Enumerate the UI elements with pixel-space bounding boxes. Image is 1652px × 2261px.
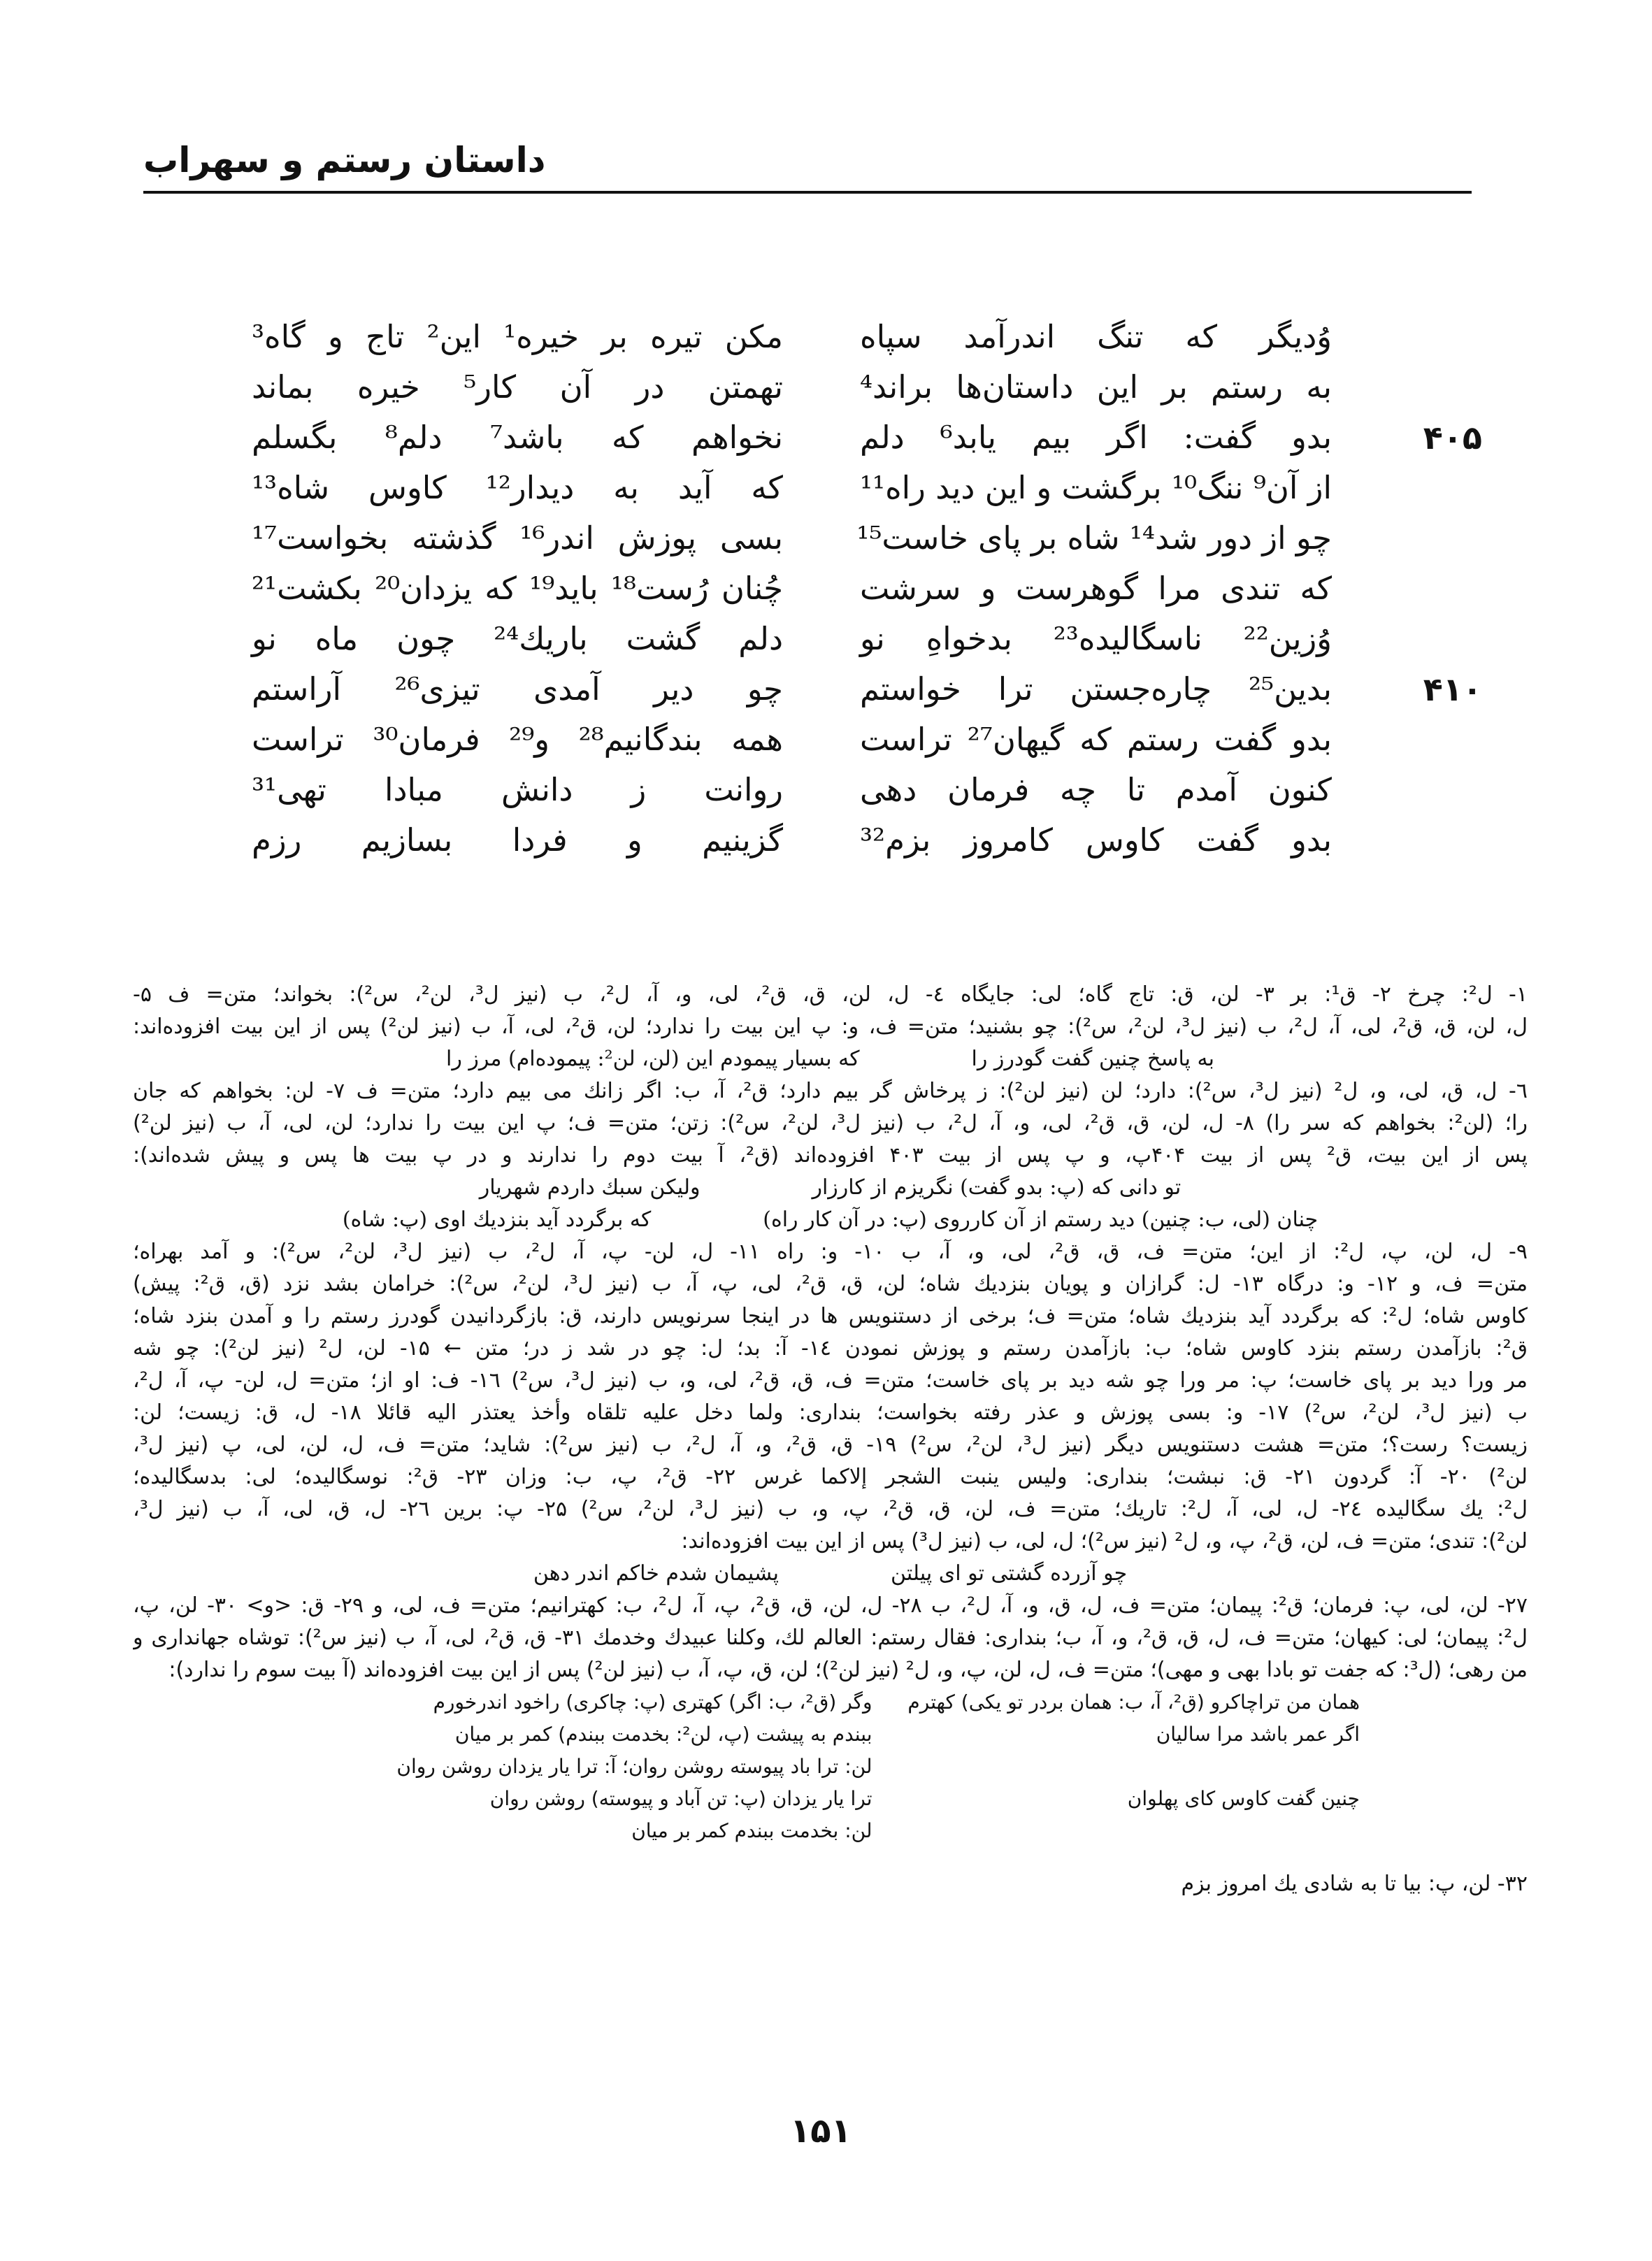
footnote-line: را؛ (لن²: بخواهم که سر را) ۸- ل، لن، ق، ق²، لی، و، آ، ل²، ب (نیز ل³، لن²، س²): زتن؛ متن= ف؛ پ این بیت را ندارد؛ لن، لی، آ، ب (نیز لن²): [133, 1111, 1528, 1135]
quoted-hemistich: به پاسخ چنین گفت گودرز را: [971, 1047, 1214, 1071]
hemistich: گزینیم و فردا بسازیم رزم: [252, 821, 783, 859]
verse-line: [252, 318, 783, 368]
verse-line: [252, 469, 783, 519]
footnote-line: لن²) ۲۰- آ: گردون ۲۱- ق: نبشت؛ بنداری: ولیس ینبت الشجر إلاکما غرس ۲۲- ق²، پ، ب: وزان ۲۳- ق²: نوسگالیده؛ لی: بدسگالیده؛: [133, 1465, 1528, 1489]
hemistich: بدو گفت رستم که گیهان²⁷ تراست: [860, 721, 1332, 758]
hemistich: بسی پوزش اندر¹⁶ گذشته بخواست¹⁷: [252, 519, 783, 557]
quoted-verse: [133, 1172, 1528, 1204]
header-rule: [143, 191, 1472, 194]
hemistich: دلم گشت باریك²⁴ چون ماه نو: [252, 620, 784, 657]
quoted-hemistich: ترا یار یزدان (پ: تن آباد و پیوسته) روشن روان: [489, 1787, 872, 1810]
verse-line: [252, 519, 783, 570]
hemistich: نخواهم که باشد⁷ دلم⁸ بگسلم: [252, 419, 783, 456]
quoted-hemistich: تو دانی که (پ: بدو گفت) نگریزم از کارزار: [812, 1175, 1181, 1200]
quoted-verse: [133, 1043, 1528, 1075]
quoted-hemistich: لن: بخدمت ببندم کمر بر میان: [631, 1819, 872, 1842]
verse-line: [252, 570, 783, 620]
verse-line: [252, 721, 783, 771]
quoted-verse: [133, 1558, 1528, 1590]
quoted-hemistich: همان من تراچاکرو (ق²، آ، ب: همان بردر تو یکی) کهترم: [907, 1691, 1360, 1714]
hemistich: تهمتن در آن کار⁵ خیره بماند: [252, 368, 784, 405]
footnote-line: ل، لن، ق، ق²، لی، آ، ل²، ب (نیز ل³، لن²، س²): چو بشنید؛ متن= ف، و: پ این بیت را ندارد؛ لن، ق²، لی، آ، ب (نیز لن²) پس از این بیت افزوده‌اند:: [133, 1014, 1528, 1039]
verse-line: [252, 419, 783, 469]
hemistich: چو از دور شد¹⁴ شاه بر پای خاست¹⁵: [856, 519, 1332, 557]
quoted-verse: [133, 1204, 1528, 1236]
footnote-line: زیست؟ رست؟؛ متن= هشت دستنویس دیگر (نیز ل³، لن²، س²) ۱۹- ق، ق²، و، آ، ل²، ب (نیز س²): شاید؛ متن= ف، ل، لن، لی، پ (نیز ل³،: [133, 1433, 1528, 1457]
hemistich: همه بندگانیم²⁸ و²⁹ فرمان³⁰ تراست: [252, 721, 783, 758]
footnote-line: ل²: یك سگالیده ۲٤- ل، لی، آ، ل²: تاریك؛ متن= ف، لن، ق، ق²، پ، و، ب (نیز ل³، لن²، س²) ۲۵- پ: برین ۲٦- ل، ق، لی، آ، ب (نیز ل³،: [133, 1497, 1528, 1521]
hemistich: چُنان رُست¹⁸ باید¹⁹ که یزدان²⁰ بکشت²¹: [252, 570, 784, 607]
quoted-hemistich: چو آزرده گشتی تو ای پیلتن: [891, 1561, 1128, 1586]
hemistich: بدو گفت: اگر بیم یابد⁶ دلم: [860, 419, 1332, 456]
footnote-line: ق²: بازآمدن رستم بنزد کاوس شاه؛ ب: بازآمدن رستم و پوزش نمودن ١٤- آ: بد؛ ل: چو در شد ز در؛ متن ← ۱۵- لن، ل² (نیز لن²): چو شه: [133, 1336, 1528, 1361]
page-number: ۱۵۱: [790, 2111, 852, 2151]
verse-line: [839, 721, 1496, 771]
hemistich: به رستم بر این داستان‌ها براند⁴: [860, 368, 1332, 405]
verse-line: [252, 821, 783, 872]
quoted-verse-pair: [133, 1751, 1528, 1783]
verse-line: [839, 318, 1496, 368]
quoted-hemistich: اگر عمر باشد مرا سالیان: [1156, 1723, 1360, 1746]
verse-line: [839, 771, 1496, 821]
footnotes: [133, 979, 1528, 1900]
verse-line: [839, 519, 1496, 570]
hemistich: که تندی مرا گوهرست و سرشت: [860, 570, 1332, 607]
quoted-verse-pair: [133, 1718, 1528, 1751]
verse-line: [252, 670, 783, 721]
verse-line: [252, 620, 783, 670]
verse-line: [839, 368, 1496, 419]
quoted-hemistich: لن: ترا باد پیوسته روشن روان؛ آ: ترا یار یزدان روشن روان: [396, 1755, 872, 1778]
hemistich: روانت ز دانش مبادا تهی³¹: [252, 771, 783, 808]
quoted-hemistich: [872, 1815, 1360, 1847]
footnote-line: متن= ف، و ۱۲- و: درگاه ۱۳- ل: گرازان و پویان بنزدیك شاه؛ لن، ق، ق²، لی، پ، آ، ب (نیز ل³، لن²، س²): خرامان بشد نزد (ق، ق²: پیش): [133, 1272, 1528, 1296]
quoted-verse-pair: [133, 1783, 1528, 1815]
quoted-hemistich: ببندم به پیشت (پ، لن²: بخدمت ببندم) کمر بر میان: [454, 1723, 872, 1746]
footnote-line: لن²): تندی؛ متن= ف، لن، ق²، پ، و، ل² (نیز س²)؛ ل، لی، ب (نیز ل³) پس از این بیت افزوده‌اند:: [681, 1529, 1528, 1553]
quoted-verse-pair: [133, 1815, 1528, 1847]
verse-number: ۴۱۰: [1423, 670, 1482, 708]
verse-line: [839, 570, 1496, 620]
hemistich: از آن⁹ ننگ¹⁰ برگشت و این دید راه¹¹: [860, 469, 1332, 506]
verse-line: [839, 821, 1496, 872]
hemistich: مکن تیره بر خیره¹ این² تاج و گاه³: [252, 318, 783, 355]
footnote-line: ب (نیز ل³، لن²، س²) ۱۷- و: بسی پوزش و عذر رفته بخواست؛ بنداری: ولما دخل علیه تلقاه وأخذ یعتذر الیه قائلا ۱۸- ل، ق: زیست؛ لن:: [133, 1400, 1528, 1425]
hemistich: چو دیر آمدی تیزی²⁶ آراستم: [252, 670, 783, 708]
footnote-line: ۲۷- لن، لی، پ: فرمان؛ ق²: پیمان؛ متن= ف، ل، ق، و، آ، ل²، ب ۲۸- ل، لن، ق، ق²، پ، آ، ل²، ب: کهترانیم؛ متن= ف، لی، و ۲۹- ق: <و> ۳۰- لن، پ،: [133, 1593, 1528, 1618]
running-header: [143, 140, 1472, 196]
verse-line: [839, 469, 1496, 519]
footnote-line: ۳۲- لن، پ: بیا تا به شادی یك امروز بزم: [1181, 1872, 1528, 1896]
spacer: [133, 1847, 1528, 1868]
footnote-line: ٦- ل، ق، لی، و، ل² (نیز ل³، س²): دارد؛ لن (نیز لن²): ز پرخاش گر بیم دارد؛ ق²، آ، ب: اگر زانك می بیم دارد؛ متن= ف ۷- لن: بخواهم که جان: [133, 1079, 1528, 1103]
hemistich: وُزین²² ناسگالیده²³ بدخواهِ نو: [860, 620, 1332, 657]
verse-line: [839, 620, 1496, 670]
footnote-line: مر ورا دید بر پای خاست؛ پ: مر ورا چو شه دید بر پای خاست؛ متن= ف، ق، ق²، لی، و، ب (نیز ل³، س²) ١٦- ف: او از؛ متن= ل، لن- پ، آ، ل²،: [133, 1368, 1528, 1393]
footnote-line: پس از این بیت، ق² پس از بیت ۴۰۴پ، و پ پس از بیت ۴۰۳ افزوده‌اند (ق²، آ بیت دوم را ندارند و در پ بیت ها پس و پیش شده‌اند):: [133, 1143, 1528, 1168]
hemistich: بدو گفت کاوس کامروز بزم³²: [860, 821, 1332, 859]
footnote-line: ۱- ل²: چرخ ۲- ق¹: بر ۳- لن، ق: تاج گاه؛ لی: جایگاه ٤- ل، لن، ق، ق²، لی، و، آ، ل²، ب (نیز ل³، لن²، س²): بخواند؛ متن= ف ۵-: [133, 982, 1528, 1007]
footnote-line: کاوس شاه؛ ل²: که برگردد آید بنزدیك شاه؛ متن= ف؛ برخی از دستنویس ها در اینجا سرنویس دارند، ق: بازگردانیدن گودرز رستم را و آمدن بنزد شاه؛: [133, 1304, 1528, 1328]
quoted-hemistich: چنین گفت کاوس کای پهلوان: [1127, 1787, 1360, 1810]
quoted-hemistich: پشیمان شدم خاکم اندر دهن: [533, 1561, 780, 1586]
footnote-line: ل²: پیمان؛ لی: کیهان؛ متن= ف، ل، ق، ق²، و، آ، ب؛ بنداری: فقال رستم: العالم لك، وکلنا عبیدك وخدمك ۳۱- ق، ق²، لی، آ، ب (نیز س²): توشاه جهانداری و: [133, 1625, 1528, 1650]
quoted-hemistich: که بسیار پیمودم این (لن، لن²: پیموده‌ام) مرز را: [446, 1047, 860, 1071]
footnote-line: ۹- ل، لن، پ، ل²: از این؛ متن= ف، ق، ق²، لی، و، آ، ب ۱۰- و: راه ۱۱- ل، لن- پ، آ، ل²، ب (نیز ل³، لن²، س²): و آمد بهراه؛: [133, 1240, 1528, 1264]
hemistich: کنون آمدم تا چه فرمان دهی: [860, 771, 1332, 808]
footnote-line: من رهی؛ (ل³: که جفت تو بادا بهی و مهی)؛ متن= ف، ل، لن، پ، و، ل² (نیز لن²)؛ لن، ق، پ، آ، ب (نیز لن²) پس از این بیت افزوده‌اند (آ بیت سوم را ندارد):: [168, 1658, 1528, 1682]
running-title: داستان رستم و سهراب: [143, 140, 546, 180]
poem-body: [252, 318, 1496, 933]
quoted-hemistich: وگر (ق²، ب: اگر) کهتری (پ: چاکری) راخود اندرخورم: [433, 1691, 872, 1714]
quoted-hemistich: که برگردد آید بنزدیك اوی (پ: شاه): [342, 1207, 652, 1232]
poem-column-right: [839, 318, 1496, 872]
hemistich: وُدیگر که تنگ اندرآمد سپاه: [860, 318, 1332, 355]
quoted-hemistich: چنان (لی، ب: چنین) دید رستم از آن کارروی (پ: در آن کار راه): [763, 1207, 1319, 1232]
verse-number: ۴۰۵: [1423, 419, 1482, 457]
poem-column-left: [252, 318, 783, 872]
verse-line: [252, 368, 783, 419]
quoted-verse-pair: [133, 1686, 1528, 1718]
quoted-hemistich: ولیکن سبك داردم شهریار: [479, 1175, 701, 1200]
hemistich: که آید به دیدار¹² کاوس شاه¹³: [252, 469, 783, 506]
quoted-hemistich: [872, 1751, 1360, 1783]
verse-line: [839, 419, 1496, 469]
verse-line: [839, 670, 1496, 721]
verse-line: [252, 771, 783, 821]
hemistich: بدین²⁵ چاره‌جستن ترا خواستم: [860, 670, 1332, 708]
